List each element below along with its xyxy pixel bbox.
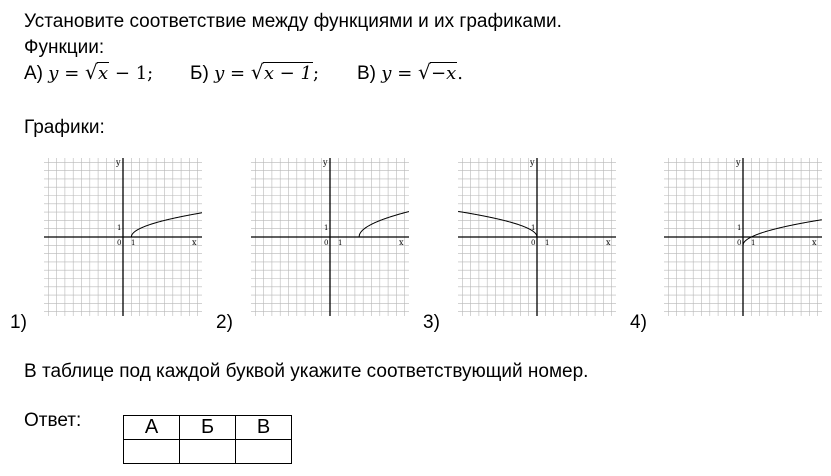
graphs-label: Графики: [24,117,105,138]
function-lhs: y [381,63,392,84]
y-axis-label: y [530,158,535,167]
function-letter: А) [24,63,43,84]
answer-header-b: Б [180,416,236,440]
graph-3 [458,158,616,316]
tick-one-y: 1 [117,224,122,232]
function-b [190,60,320,85]
graph-2-number: 2) [216,312,233,333]
function-letter: Б) [190,63,209,84]
answer-cell-c[interactable] [236,440,292,464]
graph-3-number: 3) [423,312,440,333]
graph-1 [44,158,202,316]
sqrt-icon: √ [85,60,98,84]
x-axis-label: x [812,238,817,247]
answer-input-row [124,440,292,464]
tick-one-x: 1 [751,239,756,247]
graph-4-number: 4) [630,312,647,333]
x-axis-label: x [399,238,404,247]
y-axis-label: y [323,158,328,167]
function-curve [458,211,537,237]
y-axis-label: y [116,158,121,167]
y-axis-label: y [736,158,741,167]
answer-cell-b[interactable] [180,440,236,464]
function-tail: . [457,63,463,84]
task-title: Установите соответствие между функциями и их графиками. [24,11,562,32]
function-letter: В) [357,63,376,84]
x-axis-label: x [606,238,611,247]
sqrt-icon: √ [250,60,264,84]
graph-2 [251,158,409,316]
answer-table [123,415,292,464]
equals-sign: = [229,63,246,84]
graph-1-number: 1) [10,312,27,333]
function-curve [359,205,409,237]
origin-label: 0 [324,239,329,247]
tick-one-y: 1 [737,224,742,232]
function-lhs: y [48,63,59,84]
radicand: x − 1 [263,63,312,84]
function-c [357,60,463,85]
tick-one-x: 1 [131,239,136,247]
radicand: x [98,63,109,84]
function-a [24,60,154,85]
sqrt-icon: √ [418,60,431,84]
tick-one-x: 1 [338,239,343,247]
origin-label: 0 [737,239,742,247]
function-lhs: y [214,63,225,84]
answer-header-row [124,416,292,440]
equals-sign: = [397,63,413,84]
tick-one-y: 1 [531,224,536,232]
functions-label: Функции: [24,37,105,58]
function-tail: − 1; [114,63,154,84]
equals-sign: = [64,63,80,84]
answer-header-c: В [236,416,292,440]
origin-label: 0 [531,239,536,247]
function-tail: ; [312,63,320,84]
graph-4 [664,158,822,316]
answer-label: Ответ: [24,410,82,431]
tick-one-x: 1 [545,239,550,247]
answer-header-a: А [124,416,180,440]
function-curve [131,211,202,237]
origin-label: 0 [117,239,122,247]
x-axis-label: x [192,238,197,247]
instruction-text: В таблице под каждой буквой укажите соответствующий номер. [24,361,589,382]
radicand: −x [431,63,457,84]
tick-one-y: 1 [324,224,329,232]
answer-cell-a[interactable] [124,440,180,464]
